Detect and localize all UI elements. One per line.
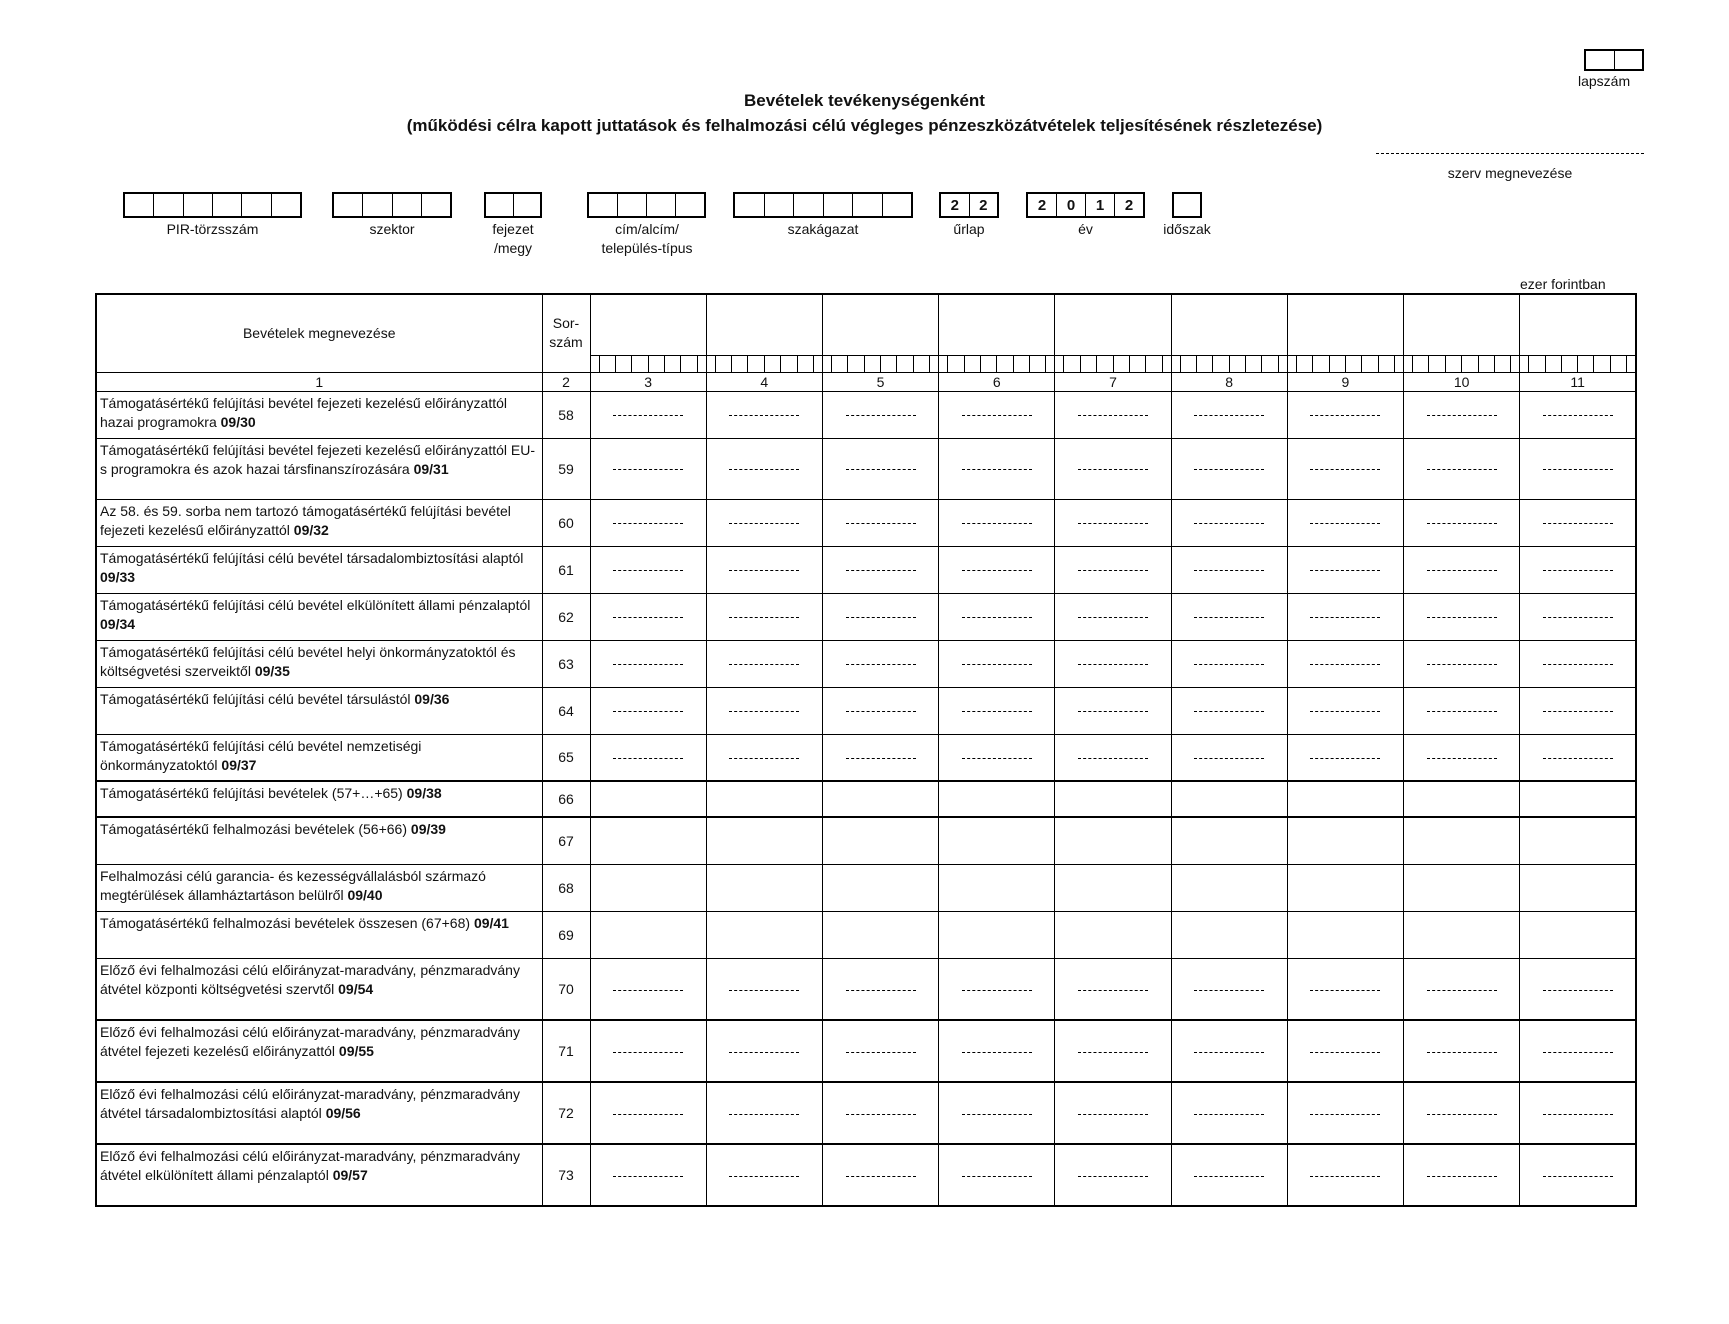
row-number: 68 bbox=[542, 864, 590, 911]
value-cell[interactable] bbox=[1520, 640, 1636, 687]
col-number: 11 bbox=[1520, 372, 1636, 391]
row-code: 09/32 bbox=[293, 521, 329, 538]
col-number: 1 bbox=[96, 372, 542, 391]
col-header-cell[interactable] bbox=[822, 294, 938, 355]
table-row bbox=[96, 781, 1636, 817]
pir-code-box[interactable] bbox=[123, 192, 302, 218]
cim-cell[interactable] bbox=[618, 194, 647, 216]
cim-cell[interactable] bbox=[647, 194, 676, 216]
value-cell[interactable] bbox=[706, 640, 822, 687]
col-number: 9 bbox=[1287, 372, 1403, 391]
value-cell[interactable] bbox=[590, 1020, 706, 1082]
col-header-cell[interactable] bbox=[1055, 294, 1171, 355]
value-cell[interactable] bbox=[1055, 499, 1171, 546]
value-cell[interactable] bbox=[1520, 734, 1636, 781]
col-number: 3 bbox=[590, 372, 706, 391]
row-label: Támogatásértékű felhalmozási bevételek összesen (67+68) 09/41 bbox=[96, 911, 542, 958]
idoszak-label: időszak bbox=[1163, 221, 1211, 237]
value-cell[interactable] bbox=[590, 593, 706, 640]
pir-cell[interactable] bbox=[242, 194, 271, 216]
col-code-ticks[interactable] bbox=[1404, 355, 1520, 372]
value-cell[interactable] bbox=[1055, 593, 1171, 640]
value-cell[interactable] bbox=[822, 864, 938, 911]
value-cell[interactable] bbox=[1171, 911, 1287, 958]
value-cell[interactable] bbox=[1055, 781, 1171, 817]
value-cell[interactable] bbox=[822, 1020, 938, 1082]
value-cell[interactable] bbox=[1520, 1020, 1636, 1082]
value-cell[interactable] bbox=[822, 1144, 938, 1206]
value-cell[interactable] bbox=[1055, 1082, 1171, 1144]
col-header-cell[interactable] bbox=[1287, 294, 1403, 355]
value-cell[interactable] bbox=[590, 958, 706, 1020]
value-cell[interactable] bbox=[1520, 391, 1636, 438]
szerv-label: szerv megnevezése bbox=[1447, 165, 1573, 181]
value-cell[interactable] bbox=[706, 1020, 822, 1082]
pir-cell[interactable] bbox=[272, 194, 300, 216]
value-cell[interactable] bbox=[1287, 499, 1403, 546]
value-cell[interactable] bbox=[706, 958, 822, 1020]
row-number: 65 bbox=[542, 734, 590, 781]
col-header-cell[interactable] bbox=[706, 294, 822, 355]
value-cell[interactable] bbox=[1520, 546, 1636, 593]
value-cell[interactable] bbox=[1171, 438, 1287, 499]
col-number: 5 bbox=[822, 372, 938, 391]
value-cell[interactable] bbox=[1520, 864, 1636, 911]
table-row bbox=[96, 593, 1636, 640]
value-cell[interactable] bbox=[1171, 1144, 1287, 1206]
page-title: Bevételek tevékenységenként bbox=[744, 91, 985, 110]
row-code: 09/34 bbox=[100, 615, 136, 632]
value-cell[interactable] bbox=[1520, 1144, 1636, 1206]
value-cell[interactable] bbox=[1287, 438, 1403, 499]
col-header-cell[interactable] bbox=[1520, 294, 1636, 355]
row-label: Támogatásértékű felújítási célú bevétel társulástól 09/36 bbox=[96, 687, 542, 734]
value-cell[interactable] bbox=[1055, 546, 1171, 593]
row-label: Előző évi felhalmozási célú előirányzat-maradvány, pénzmaradvány átvétel elkülönített állami pénzalaptól 09/57 bbox=[96, 1144, 542, 1206]
value-cell[interactable] bbox=[1055, 1144, 1171, 1206]
value-cell[interactable] bbox=[1404, 438, 1520, 499]
row-label: Támogatásértékű felújítási bevétel fejezeti kezelésű előirányzattól hazai programokra 09/30 bbox=[96, 391, 542, 438]
col-number: 6 bbox=[939, 372, 1055, 391]
value-cell[interactable] bbox=[1404, 640, 1520, 687]
value-cell[interactable] bbox=[1171, 864, 1287, 911]
value-cell[interactable] bbox=[706, 734, 822, 781]
data-table bbox=[95, 293, 1637, 1207]
value-cell[interactable] bbox=[1055, 391, 1171, 438]
value-cell[interactable] bbox=[590, 911, 706, 958]
row-number: 67 bbox=[542, 817, 590, 864]
value-cell[interactable] bbox=[1287, 1082, 1403, 1144]
fejezet-label-line2: /megy bbox=[493, 240, 533, 256]
row-label: Előző évi felhalmozási célú előirányzat-maradvány, pénzmaradvány átvétel társadalombiztosítási alaptól 09/56 bbox=[96, 1082, 542, 1144]
value-cell[interactable] bbox=[1171, 734, 1287, 781]
value-cell[interactable] bbox=[822, 687, 938, 734]
value-cell[interactable] bbox=[822, 781, 938, 817]
value-cell[interactable] bbox=[939, 781, 1055, 817]
row-label: Támogatásértékű felújítási bevétel fejezeti kezelésű előirányzattól EU-s programokra és azok hazai társfinanszírozására 09/31 bbox=[96, 438, 542, 499]
value-cell[interactable] bbox=[1287, 546, 1403, 593]
page-subtitle: (működési célra kapott juttatások és felhalmozási célú végleges pénzeszközátvételek teljesítésének részletezése) bbox=[406, 116, 1323, 135]
value-cell[interactable] bbox=[706, 817, 822, 864]
value-cell[interactable] bbox=[590, 734, 706, 781]
value-cell[interactable] bbox=[1520, 781, 1636, 817]
value-cell[interactable] bbox=[822, 391, 938, 438]
row-code: 09/36 bbox=[414, 690, 450, 707]
value-cell[interactable] bbox=[706, 911, 822, 958]
value-cell[interactable] bbox=[939, 438, 1055, 499]
value-cell[interactable] bbox=[822, 958, 938, 1020]
row-number: 62 bbox=[542, 593, 590, 640]
value-cell[interactable] bbox=[939, 391, 1055, 438]
value-cell[interactable] bbox=[1404, 864, 1520, 911]
value-cell[interactable] bbox=[939, 499, 1055, 546]
value-cell[interactable] bbox=[1404, 817, 1520, 864]
lapszam-label: lapszám bbox=[1578, 73, 1631, 89]
value-cell[interactable] bbox=[706, 438, 822, 499]
value-cell[interactable] bbox=[1287, 911, 1403, 958]
ev-cell[interactable]: 1 bbox=[1086, 194, 1115, 216]
row-code: 09/31 bbox=[413, 460, 449, 477]
row-code: 09/30 bbox=[220, 413, 256, 430]
value-cell[interactable] bbox=[1520, 593, 1636, 640]
value-cell[interactable] bbox=[1404, 391, 1520, 438]
row-number: 64 bbox=[542, 687, 590, 734]
value-cell[interactable] bbox=[1171, 687, 1287, 734]
value-cell[interactable] bbox=[822, 593, 938, 640]
szakagazat-cell[interactable] bbox=[735, 194, 765, 216]
value-cell[interactable] bbox=[1055, 911, 1171, 958]
value-cell[interactable] bbox=[939, 911, 1055, 958]
urlap-cell[interactable]: 2 bbox=[941, 194, 970, 216]
row-code: 09/37 bbox=[221, 756, 257, 773]
value-cell[interactable] bbox=[939, 640, 1055, 687]
col-header-sorszam: Sor- szám bbox=[542, 294, 590, 372]
cim-label-line2: település-típus bbox=[601, 240, 693, 256]
value-cell[interactable] bbox=[1404, 593, 1520, 640]
value-cell[interactable] bbox=[1171, 391, 1287, 438]
col-code-ticks[interactable] bbox=[1287, 355, 1403, 372]
col-code-ticks[interactable] bbox=[939, 355, 1055, 372]
table-row bbox=[96, 1020, 1636, 1082]
table-row bbox=[96, 391, 1636, 438]
col-code-ticks[interactable] bbox=[590, 355, 706, 372]
row-code: 09/55 bbox=[338, 1043, 374, 1059]
value-cell[interactable] bbox=[1287, 391, 1403, 438]
value-cell[interactable] bbox=[1520, 499, 1636, 546]
value-cell[interactable] bbox=[1520, 911, 1636, 958]
col-code-ticks[interactable] bbox=[1171, 355, 1287, 372]
row-number: 69 bbox=[542, 911, 590, 958]
value-cell[interactable] bbox=[939, 1020, 1055, 1082]
szektor-cell[interactable] bbox=[363, 194, 392, 216]
szakagazat-cell[interactable] bbox=[883, 194, 912, 216]
value-cell[interactable] bbox=[1171, 781, 1287, 817]
value-cell[interactable] bbox=[1404, 911, 1520, 958]
value-cell[interactable] bbox=[1287, 817, 1403, 864]
value-cell[interactable] bbox=[1404, 1082, 1520, 1144]
row-label: Támogatásértékű felújítási célú bevétel társadalombiztosítási alaptól 09/33 bbox=[96, 546, 542, 593]
szakagazat-cell[interactable] bbox=[824, 194, 854, 216]
value-cell[interactable] bbox=[822, 1082, 938, 1144]
value-cell[interactable] bbox=[590, 1144, 706, 1206]
row-label: Előző évi felhalmozási célú előirányzat-maradvány, pénzmaradvány átvétel központi költségvetési szervtől 09/54 bbox=[96, 958, 542, 1020]
col-code-ticks[interactable] bbox=[1055, 355, 1171, 372]
urlap-code-box[interactable] bbox=[939, 192, 999, 218]
value-cell[interactable] bbox=[1520, 958, 1636, 1020]
col-header-cell[interactable] bbox=[1171, 294, 1287, 355]
row-number: 61 bbox=[542, 546, 590, 593]
value-cell[interactable] bbox=[1055, 864, 1171, 911]
ev-label: év bbox=[1078, 221, 1093, 237]
col-number: 10 bbox=[1404, 372, 1520, 391]
row-number: 63 bbox=[542, 640, 590, 687]
value-cell[interactable] bbox=[1171, 593, 1287, 640]
row-label: Támogatásértékű felhalmozási bevételek (56+66) 09/39 bbox=[96, 817, 542, 864]
cim-label-line1: cím/alcím/ bbox=[615, 221, 679, 237]
row-number: 71 bbox=[542, 1020, 590, 1082]
value-cell[interactable] bbox=[1287, 640, 1403, 687]
value-cell[interactable] bbox=[706, 1144, 822, 1206]
value-cell[interactable] bbox=[1520, 1082, 1636, 1144]
value-cell[interactable] bbox=[1404, 781, 1520, 817]
value-cell[interactable] bbox=[1171, 1020, 1287, 1082]
pir-cell[interactable] bbox=[184, 194, 213, 216]
unit-label: ezer forintban bbox=[1520, 276, 1606, 292]
ev-code-box[interactable] bbox=[1026, 192, 1145, 218]
row-code: 09/38 bbox=[406, 785, 442, 801]
col-header-cell[interactable] bbox=[1404, 294, 1520, 355]
value-cell[interactable] bbox=[1055, 734, 1171, 781]
value-cell[interactable] bbox=[706, 593, 822, 640]
value-cell[interactable] bbox=[590, 391, 706, 438]
value-cell[interactable] bbox=[1404, 734, 1520, 781]
pir-label: PIR-törzsszám bbox=[166, 221, 259, 237]
table-row bbox=[96, 864, 1636, 911]
ev-cell[interactable]: 0 bbox=[1057, 194, 1086, 216]
value-cell[interactable] bbox=[1287, 593, 1403, 640]
fejezet-cell[interactable] bbox=[486, 194, 514, 216]
table-row bbox=[96, 734, 1636, 781]
value-cell[interactable] bbox=[822, 640, 938, 687]
value-cell[interactable] bbox=[1287, 781, 1403, 817]
value-cell[interactable] bbox=[822, 817, 938, 864]
row-label: Támogatásértékű felújítási célú bevétel nemzetiségi önkormányzatoktól 09/37 bbox=[96, 734, 542, 781]
value-cell[interactable] bbox=[590, 546, 706, 593]
value-cell[interactable] bbox=[1055, 640, 1171, 687]
value-cell[interactable] bbox=[1171, 499, 1287, 546]
szektor-cell[interactable] bbox=[422, 194, 450, 216]
pir-cell[interactable] bbox=[213, 194, 242, 216]
value-cell[interactable] bbox=[822, 734, 938, 781]
value-cell[interactable] bbox=[706, 864, 822, 911]
value-cell[interactable] bbox=[706, 1082, 822, 1144]
value-cell[interactable] bbox=[1287, 734, 1403, 781]
value-cell[interactable] bbox=[1171, 546, 1287, 593]
value-cell[interactable] bbox=[1404, 958, 1520, 1020]
row-label: Támogatásértékű felújítási célú bevétel elkülönített állami pénzalaptól 09/34 bbox=[96, 593, 542, 640]
col-number: 7 bbox=[1055, 372, 1171, 391]
value-cell[interactable] bbox=[1520, 438, 1636, 499]
value-cell[interactable] bbox=[1287, 864, 1403, 911]
szektor-cell[interactable] bbox=[393, 194, 422, 216]
szektor-label: szektor bbox=[369, 221, 415, 237]
value-cell[interactable] bbox=[939, 734, 1055, 781]
value-cell[interactable] bbox=[1055, 958, 1171, 1020]
lapszam-box[interactable] bbox=[1584, 49, 1644, 71]
cim-code-box[interactable] bbox=[587, 192, 706, 218]
value-cell[interactable] bbox=[1171, 640, 1287, 687]
table-row bbox=[96, 640, 1636, 687]
value-cell[interactable] bbox=[939, 1082, 1055, 1144]
value-cell[interactable] bbox=[590, 1082, 706, 1144]
col-header-cell[interactable] bbox=[590, 294, 706, 355]
row-number: 70 bbox=[542, 958, 590, 1020]
cim-label bbox=[572, 220, 722, 258]
urlap-label: űrlap bbox=[953, 221, 985, 237]
table-row bbox=[96, 817, 1636, 864]
cim-cell[interactable] bbox=[589, 194, 618, 216]
row-code: 09/56 bbox=[325, 1105, 361, 1121]
row-code: 09/40 bbox=[347, 886, 383, 903]
row-number: 72 bbox=[542, 1082, 590, 1144]
value-cell[interactable] bbox=[939, 958, 1055, 1020]
value-cell[interactable] bbox=[1055, 1020, 1171, 1082]
fejezet-label bbox=[470, 220, 556, 258]
row-code: 09/41 bbox=[473, 914, 509, 931]
value-cell[interactable] bbox=[1404, 687, 1520, 734]
value-cell[interactable] bbox=[1171, 1082, 1287, 1144]
col-code-ticks[interactable] bbox=[706, 355, 822, 372]
value-cell[interactable] bbox=[822, 911, 938, 958]
row-code: 09/33 bbox=[100, 568, 136, 585]
table-row bbox=[96, 438, 1636, 499]
table-row bbox=[96, 1082, 1636, 1144]
value-cell[interactable] bbox=[1520, 687, 1636, 734]
value-cell[interactable] bbox=[706, 499, 822, 546]
pir-cell[interactable] bbox=[125, 194, 154, 216]
row-code: 09/39 bbox=[410, 821, 446, 837]
value-cell[interactable] bbox=[1287, 1144, 1403, 1206]
value-cell[interactable] bbox=[822, 546, 938, 593]
value-cell[interactable] bbox=[939, 593, 1055, 640]
value-cell[interactable] bbox=[1171, 817, 1287, 864]
col-header-cell[interactable] bbox=[939, 294, 1055, 355]
value-cell[interactable] bbox=[590, 499, 706, 546]
row-label: Támogatásértékű felújítási célú bevétel helyi önkormányzatoktól és költségvetési szerveiktől 09/35 bbox=[96, 640, 542, 687]
ev-cell[interactable]: 2 bbox=[1124, 196, 1134, 214]
value-cell[interactable] bbox=[590, 687, 706, 734]
szektor-code-box[interactable] bbox=[332, 192, 452, 218]
table-row bbox=[96, 687, 1636, 734]
cim-cell[interactable] bbox=[676, 194, 704, 216]
szakagazat-cell[interactable] bbox=[794, 194, 824, 216]
col-number: 2 bbox=[542, 372, 590, 391]
idoszak-cell[interactable] bbox=[1174, 194, 1200, 216]
value-cell[interactable] bbox=[1055, 687, 1171, 734]
row-number: 60 bbox=[542, 499, 590, 546]
fejezet-code-box[interactable] bbox=[484, 192, 542, 218]
value-cell[interactable] bbox=[1520, 817, 1636, 864]
value-cell[interactable] bbox=[1404, 499, 1520, 546]
fejezet-label-line1: fejezet bbox=[492, 221, 534, 237]
szakagazat-code-box[interactable] bbox=[733, 192, 913, 218]
value-cell[interactable] bbox=[706, 391, 822, 438]
value-cell[interactable] bbox=[706, 781, 822, 817]
idoszak-code-box[interactable] bbox=[1172, 192, 1202, 218]
szakagazat-label: szakágazat bbox=[787, 221, 859, 237]
ev-cell[interactable]: 2 bbox=[1028, 194, 1057, 216]
urlap-cell[interactable]: 2 bbox=[979, 196, 988, 214]
table-row bbox=[96, 1144, 1636, 1206]
value-cell[interactable] bbox=[822, 499, 938, 546]
value-cell[interactable] bbox=[1287, 687, 1403, 734]
table-row bbox=[96, 958, 1636, 1020]
value-cell[interactable] bbox=[1287, 1020, 1403, 1082]
row-label: Előző évi felhalmozási célú előirányzat-maradvány, pénzmaradvány átvétel fejezeti kezelésű előirányzattól 09/55 bbox=[96, 1020, 542, 1082]
row-code: 09/54 bbox=[338, 980, 374, 997]
col-number: 4 bbox=[706, 372, 822, 391]
value-cell[interactable] bbox=[590, 781, 706, 817]
value-cell[interactable] bbox=[1404, 1144, 1520, 1206]
row-number: 66 bbox=[542, 781, 590, 817]
row-label: Az 58. és 59. sorba nem tartozó támogatásértékű felújítási bevétel fejezeti kezelésű előirányzattól 09/32 bbox=[96, 499, 542, 546]
value-cell[interactable] bbox=[939, 864, 1055, 911]
value-cell[interactable] bbox=[939, 1144, 1055, 1206]
row-number: 73 bbox=[542, 1144, 590, 1206]
table-row bbox=[96, 546, 1636, 593]
value-cell[interactable] bbox=[939, 817, 1055, 864]
value-cell[interactable] bbox=[1287, 958, 1403, 1020]
row-label: Felhalmozási célú garancia- és kezességvállalásból származó megtérülések államháztartáson belülről 09/40 bbox=[96, 864, 542, 911]
value-cell[interactable] bbox=[1404, 1020, 1520, 1082]
value-cell[interactable] bbox=[822, 438, 938, 499]
value-cell[interactable] bbox=[939, 546, 1055, 593]
szakagazat-cell[interactable] bbox=[765, 194, 795, 216]
value-cell[interactable] bbox=[1404, 546, 1520, 593]
value-cell[interactable] bbox=[590, 817, 706, 864]
row-label: Támogatásértékű felújítási bevételek (57+…+65) 09/38 bbox=[96, 781, 542, 817]
fejezet-cell[interactable] bbox=[514, 194, 541, 216]
value-cell[interactable] bbox=[1055, 817, 1171, 864]
value-cell[interactable] bbox=[706, 687, 822, 734]
szerv-field[interactable] bbox=[1376, 153, 1644, 154]
szakagazat-cell[interactable] bbox=[853, 194, 883, 216]
row-number: 59 bbox=[542, 438, 590, 499]
table-row bbox=[96, 911, 1636, 958]
value-cell[interactable] bbox=[590, 640, 706, 687]
row-number: 58 bbox=[542, 391, 590, 438]
value-cell[interactable] bbox=[706, 546, 822, 593]
value-cell[interactable] bbox=[590, 864, 706, 911]
table-row bbox=[96, 499, 1636, 546]
col-number: 8 bbox=[1171, 372, 1287, 391]
col-code-ticks[interactable] bbox=[822, 355, 938, 372]
value-cell[interactable] bbox=[939, 687, 1055, 734]
row-code: 09/35 bbox=[254, 662, 290, 679]
col-header-name: Bevételek megnevezése bbox=[96, 294, 542, 372]
row-code: 09/57 bbox=[332, 1167, 368, 1183]
value-cell[interactable] bbox=[1055, 438, 1171, 499]
value-cell[interactable] bbox=[1171, 958, 1287, 1020]
col-code-ticks[interactable] bbox=[1520, 355, 1636, 372]
value-cell[interactable] bbox=[590, 438, 706, 499]
szektor-cell[interactable] bbox=[334, 194, 363, 216]
pir-cell[interactable] bbox=[154, 194, 183, 216]
